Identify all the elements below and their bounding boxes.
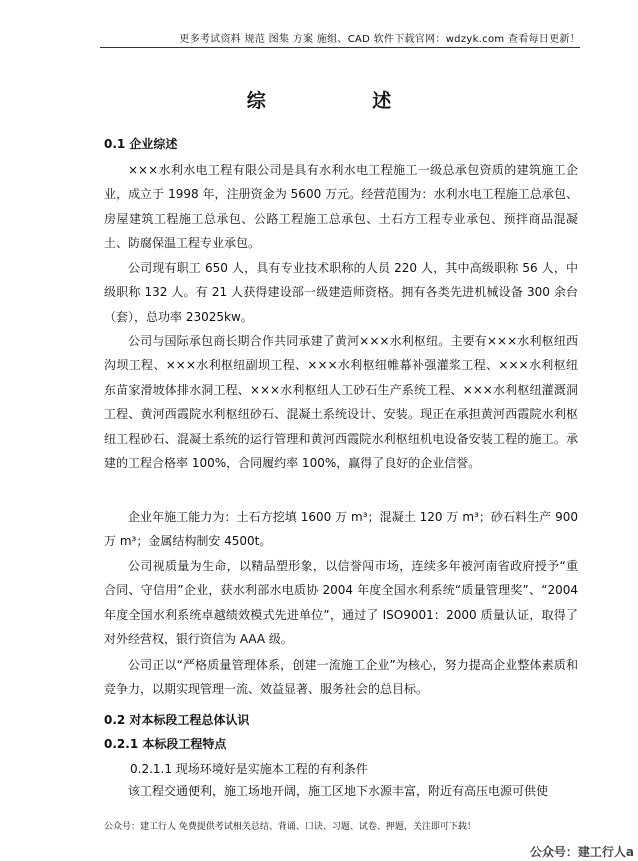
- paragraph-capacity: 企业年施工能力为：土石方挖填 1600 万 m³；混凝土 120 万 m³；砂石料生产 900 万 m³；金属结构制安 4500t。: [104, 510, 578, 549]
- paragraph-goal: 公司正以“严格质量管理体系，创建一流施工企业”为核心，努力提高企业整体素质和竞争力，以期实现管理一流、效益显著、服务社会的总目标。: [104, 658, 578, 697]
- section-heading-0-2: 0.2 对本标段工程总体认识: [104, 713, 250, 727]
- section-heading-0-2-1: 0.2.1 本标段工程特点: [104, 737, 227, 751]
- page-title: 综 述: [246, 90, 442, 112]
- header-divider: [100, 47, 580, 48]
- page-footer: 公众号：建工行人 免费提供考试相关总结、背诵、口诀、习题、试卷、押题，关注即可下载！: [104, 822, 476, 832]
- paragraph-site-conditions: 该工程交通便利，施工场地开阔，施工区地下水源丰富，附近有高压电源可供使: [128, 784, 549, 798]
- paragraph-staff: 公司现有职工 650 人，具有专业技术职称的人员 220 人，其中高级职称 56 人，中级职称 132 人。有 21 人获得建设部一级建造师资格。拥有各类先进机械设备 300 余台（套），总功率 23025kw。: [104, 261, 578, 324]
- section-heading-0-1: 0.1 企业综述: [104, 137, 178, 151]
- section-heading-0-2-1-1: 0.2.1.1 现场环境好是实施本工程的有利条件: [130, 762, 368, 776]
- paragraph-projects: 公司与国际承包商长期合作共同承建了黄河×××水利枢纽。主要有×××水利枢纽西沟坝工程、×××水利枢纽副坝工程、×××水利枢纽帷幕补强灌浆工程、×××水利枢纽东苗家滑坡体排水洞工程、×××水利枢纽人工砂石生产系统工程、×××水利枢纽灌溉洞工程、黄河西霞院水利枢纽砂石、混凝土系统设计、安装。现正在承担黄河西霞院水利枢纽工程砂石、混凝土系统的运行管理和黄河西霞院水利枢纽机电设备安装工程的施工。承建的工程合格率 100%，合同履约率 100%，赢得了良好的企业信誉。: [104, 334, 578, 471]
- page-header: 更多考试资料 规范 图集 方案 施组、CAD 软件下载官网：wdzyk.com 查看每日更新！: [179, 34, 580, 45]
- paragraph-quality: 公司视质量为生命，以精品塑形象，以信誉闯市场，连续多年被河南省政府授予“重合同、守信用”企业，获水利部水电质协 2004 年度全国水利系统“质量管理奖”、“2004 年度全国水利系统卓越绩效模式先进单位”，通过了 ISO9001：2000 质量认证，取得了对外经营权，银行资信为 AAA 级。: [104, 559, 578, 647]
- watermark: 公众号：建工行人a: [529, 845, 634, 859]
- paragraph-company-overview: ×××水利水电工程有限公司是具有水利水电工程施工一级总承包资质的建筑施工企业，成立于 1998 年，注册资金为 5600 万元。经营范围为：水利水电工程施工总承包、房屋建筑工程施工总承包、公路工程施工总承包、土石方工程专业承包、预拌商品混凝土、防腐保温工程专业承包。: [104, 163, 578, 251]
